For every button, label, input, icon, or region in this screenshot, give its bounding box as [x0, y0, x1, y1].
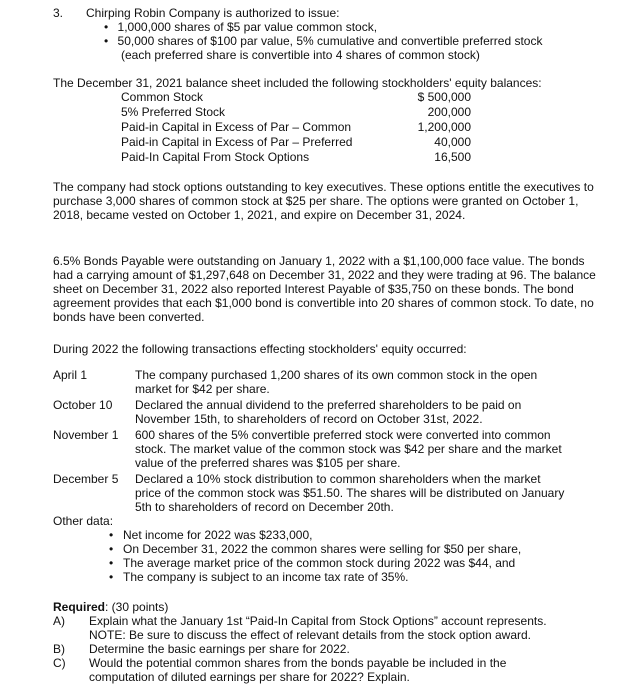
- bullet-icon: •: [109, 556, 114, 570]
- transaction-desc: Declared a 10% stock distribution to common shareholders when the market price of the common stock was $51.50. The shares will be distributed on January 5th to shareholders of record on December 20th.: [135, 472, 565, 514]
- bullet-icon: •: [109, 570, 114, 584]
- balance-row: [121, 90, 471, 105]
- balance-label: 5% Preferred Stock: [121, 105, 226, 119]
- required-letter: A): [53, 614, 65, 628]
- list-item: • The company is subject to an income tax rate of 35%.: [109, 570, 409, 584]
- balance-value: 200,000: [427, 105, 471, 119]
- options-paragraph: The company had stock options outstanding to key executives. These options entitle the executives to purchase 3,000 shares of common stock at $25 per share. The options were granted on October 1, 2018, became vested on October 1, 2021, and expire on December 31, 2024.: [53, 180, 594, 222]
- authorized-item-2: • 50,000 shares of $100 par value, 5% cumulative and convertible preferred stock: [104, 34, 543, 48]
- transaction-row: [53, 472, 613, 514]
- balance-label: Common Stock: [121, 90, 204, 104]
- other-data-list: [53, 528, 593, 584]
- balance-value: $ 500,000: [417, 90, 471, 104]
- balance-row: [121, 120, 471, 135]
- transaction-row: [53, 368, 613, 396]
- problem-intro: Chirping Robin Company is authorized to issue:: [86, 6, 340, 20]
- bullet-icon: •: [104, 20, 109, 34]
- transaction-date: November 1: [53, 428, 119, 442]
- bonds-paragraph: 6.5% Bonds Payable were outstanding on January 1, 2022 with a $1,100,000 face value. The bonds had a carrying amount of $1,297,648 on December 31, 2022 and they were trading at 96. The balance sheet on December 31, 2022 also reported Interest Payable of $35,750 on these bonds. The bond agreement provides that each $1,000 bond is convertible into 20 shares of common stock. To date, no bonds have been converted.: [53, 254, 596, 324]
- transaction-date: October 10: [53, 398, 113, 412]
- required-item: B) Determine the basic earnings per share for 2022.: [53, 642, 350, 656]
- balance-label: Paid-In Capital From Stock Options: [121, 150, 310, 164]
- bullet-icon: •: [109, 542, 114, 556]
- list-item: • Net income for 2022 was $233,000,: [109, 528, 313, 542]
- balance-value: 40,000: [434, 135, 471, 149]
- required-letter: C): [53, 656, 66, 670]
- transaction-date: April 1: [53, 368, 88, 382]
- list-item: • The average market price of the common stock during 2022 was $44, and: [109, 556, 516, 570]
- transaction-desc: Declared the annual dividend to the preferred shareholders to be paid on November 15th, to shareholders of record on October 31st, 2022.: [135, 398, 522, 426]
- balance-intro: The December 31, 2021 balance sheet included the following stockholders' equity balances:: [53, 76, 542, 90]
- balance-row: [121, 150, 471, 165]
- bullet-icon: •: [109, 528, 114, 542]
- required-heading: Required: (30 points): [53, 600, 169, 614]
- required-item: C) Would the potential common shares from the bonds payable be included in the computation of diluted earnings per share for 2022? Explain.: [53, 656, 507, 684]
- balance-table: [121, 90, 471, 165]
- transactions-list: [53, 368, 613, 514]
- transactions-intro: During 2022 the following transactions effecting stockholders' equity occurred:: [53, 342, 467, 356]
- other-data: [53, 514, 593, 584]
- required-section: [53, 600, 613, 684]
- problem-number: 3.: [53, 6, 64, 20]
- transaction-row: [53, 398, 613, 426]
- balance-value: 16,500: [434, 150, 471, 164]
- bullet-icon: •: [104, 34, 109, 48]
- balance-row: [121, 105, 471, 120]
- balance-label: Paid-in Capital in Excess of Par – Preferred: [121, 135, 353, 149]
- authorized-item-2-note: (each preferred share is convertible into 4 shares of common stock): [121, 48, 480, 62]
- balance-label: Paid-in Capital in Excess of Par – Common: [121, 120, 352, 134]
- required-letter: B): [53, 642, 65, 656]
- transaction-date: December 5: [53, 472, 119, 486]
- balance-value: 1,200,000: [417, 120, 471, 134]
- balance-row: [121, 135, 471, 150]
- other-data-label: Other data:: [53, 514, 114, 528]
- transaction-row: [53, 428, 613, 470]
- list-item: • On December 31, 2022 the common shares were selling for $50 per share,: [109, 542, 522, 556]
- required-item: A) Explain what the January 1st “Paid-In Capital from Stock Options” account represents. NOTE: Be sure to discuss the effect of relevant details from the stock option award.: [53, 614, 547, 642]
- transaction-desc: 600 shares of the 5% convertible preferred stock were converted into common stock. The market value of the common stock was $42 per share and the market value of the preferred shares was $105 per share.: [135, 428, 562, 470]
- authorized-item-1: • 1,000,000 shares of $5 par value common stock,: [104, 20, 378, 34]
- transaction-desc: The company purchased 1,200 shares of its own common stock in the open market for $42 per share.: [135, 368, 538, 396]
